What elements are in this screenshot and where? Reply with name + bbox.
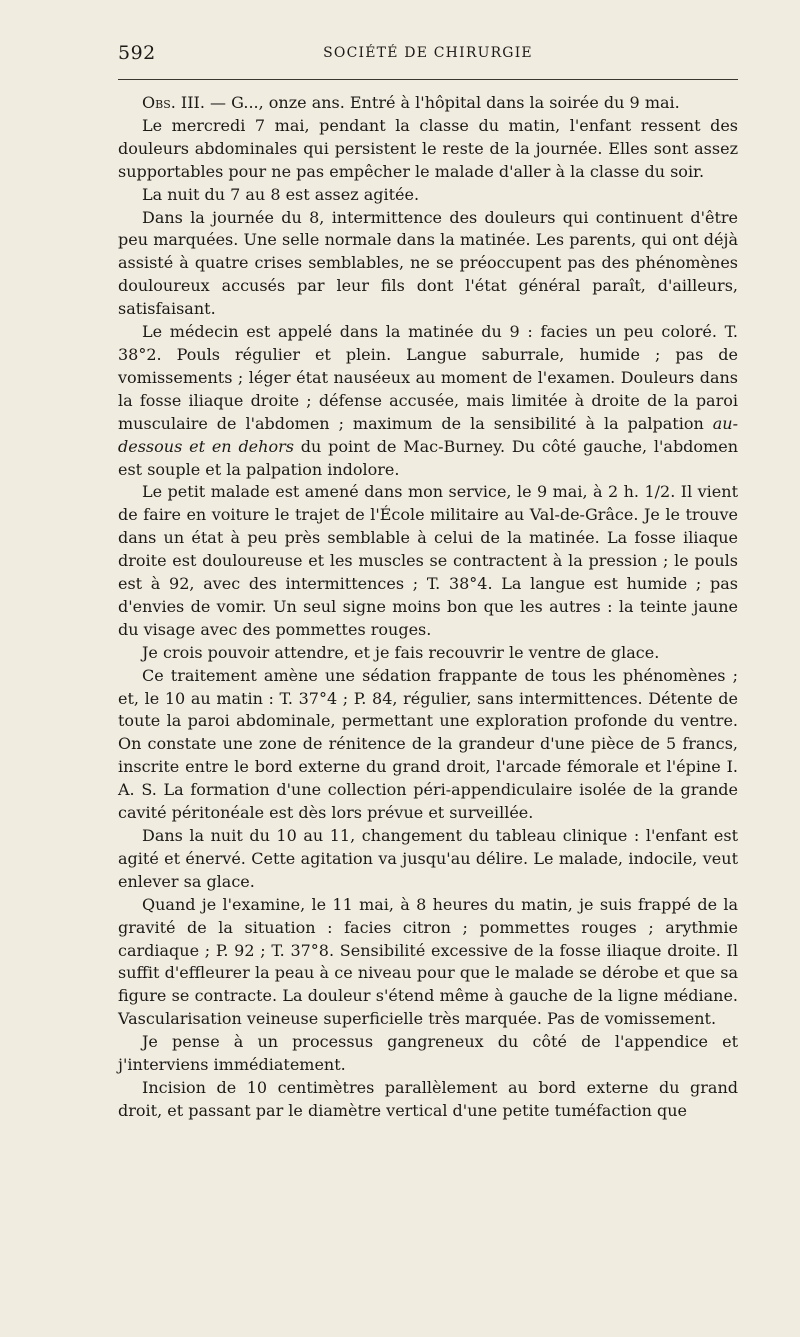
paragraph: Ce traitement amène une sédation frappante de tous les phénomènes ; et, le 10 au matin : T. 37°4 ; P. 84, régulier, sans intermittences. Détente de toute la paroi abdominale, permettant une exploration profonde du ventre. On constate une zone de rénitence de la grandeur d'une pièce de 5 francs, inscrite entre le bord externe du grand droit, l'arcade fémorale et l'épine I. A. S. La formation d'une collection péri-appendiculaire isolée de la grande cavité péritonéale est dès lors prévue et surveillée. (118, 665, 738, 823)
paragraph: Incision de 10 centimètres parallèlement au bord externe du grand droit, et passant par le diamètre vertical d'une petite tuméfaction que (118, 1077, 738, 1120)
paragraph-exam (118, 321, 738, 481)
paragraph-text: Le médecin est appelé dans la matinée du 9 : facies un peu coloré. T. 38°2. Pouls régulier et plein. Langue saburrale, humide ; pas de vomissements ; léger état nauséeux au moment de l'examen. Douleurs dans la fosse iliaque droite ; défense accusée, mais limitée à droite de la paroi musculaire de l'abdomen ; maximum de la sensibilité à la palpation (118, 322, 738, 433)
page-header (118, 42, 738, 72)
paragraph: Dans la nuit du 10 au 11, changement du tableau clinique : l'enfant est agité et énervé. Cette agitation va jusqu'au délire. Le malade, indocile, veut enlever sa glace. (118, 826, 738, 891)
paragraph-text: du point de Mac-Burney. Du côté gauche, l'abdomen est souple et la palpation indolore. (118, 436, 739, 479)
paragraph: Je pense à un processus gangreneux du côté de l'appendice et j'interviens immédiatement. (118, 1032, 738, 1075)
paragraph: Le mercredi 7 mai, pendant la classe du matin, l'enfant ressent des douleurs abdominales qui persistent le reste de la journée. Elles sont assez supportables pour ne pas empêcher le malade d'aller à la classe du soir. (118, 115, 738, 181)
paragraph: Quand je l'examine, le 11 mai, à 8 heures du matin, je suis frappé de la gravité de la situation : facies citron ; pommettes rouges ; arythmie cardiaque ; P. 92 ; T. 37°8. Sensibilité excessive de la fosse iliaque droite. Il suffit d'effleurer la peau à ce niveau pour que le malade se dérobe et que sa figure se contracte. La douleur s'étend même à gauche de la ligne médiane. Vascularisation veineuse superficielle très marquée. Pas de vomissement. (118, 894, 738, 1029)
page-number: 592 (118, 42, 156, 64)
paragraph-observation-intro (118, 92, 738, 115)
italic-phrase: au-dessous et en dehors (118, 413, 738, 456)
observation-label: Obs. III. (142, 93, 205, 112)
paragraph: Je crois pouvoir attendre, et je fais recouvrir le ventre de glace. (142, 642, 660, 662)
paragraph: Le petit malade est amené dans mon service, le 9 mai, à 2 h. 1/2. Il vient de faire en voiture le trajet de l'École militaire au Val-de-Grâce. Je le trouve dans un état à peu près semblable à celui de la matinée. La fosse iliaque droite est douloureuse et les muscles se contractent à la pression ; le pouls est à 92, avec des intermittences ; T. 38°4. La langue est humide ; pas d'envies de vomir. Un seul signe moins bon que les autres : la teinte jaune du visage avec des pommettes rouges. (118, 482, 738, 639)
running-title: SOCIÉTÉ DE CHIRURGIE (323, 45, 533, 61)
paragraph: Dans la journée du 8, intermittence des douleurs qui continuent d'être peu marquées. Une selle normale dans la matinée. Les parents, qui ont déjà assisté à quatre crises semblables, ne se préoccupent pas des phénomènes douloureux accusés par leur fils dont l'état général paraît, d'ailleurs, satisfaisant. (118, 207, 738, 319)
observation-intro-text: — G..., onze ans. Entré à l'hôpital dans la soirée du 9 mai. (204, 93, 680, 112)
paragraph: La nuit du 7 au 8 est assez agitée. (142, 184, 420, 204)
body-text (118, 92, 738, 1123)
header-rule (118, 79, 738, 80)
